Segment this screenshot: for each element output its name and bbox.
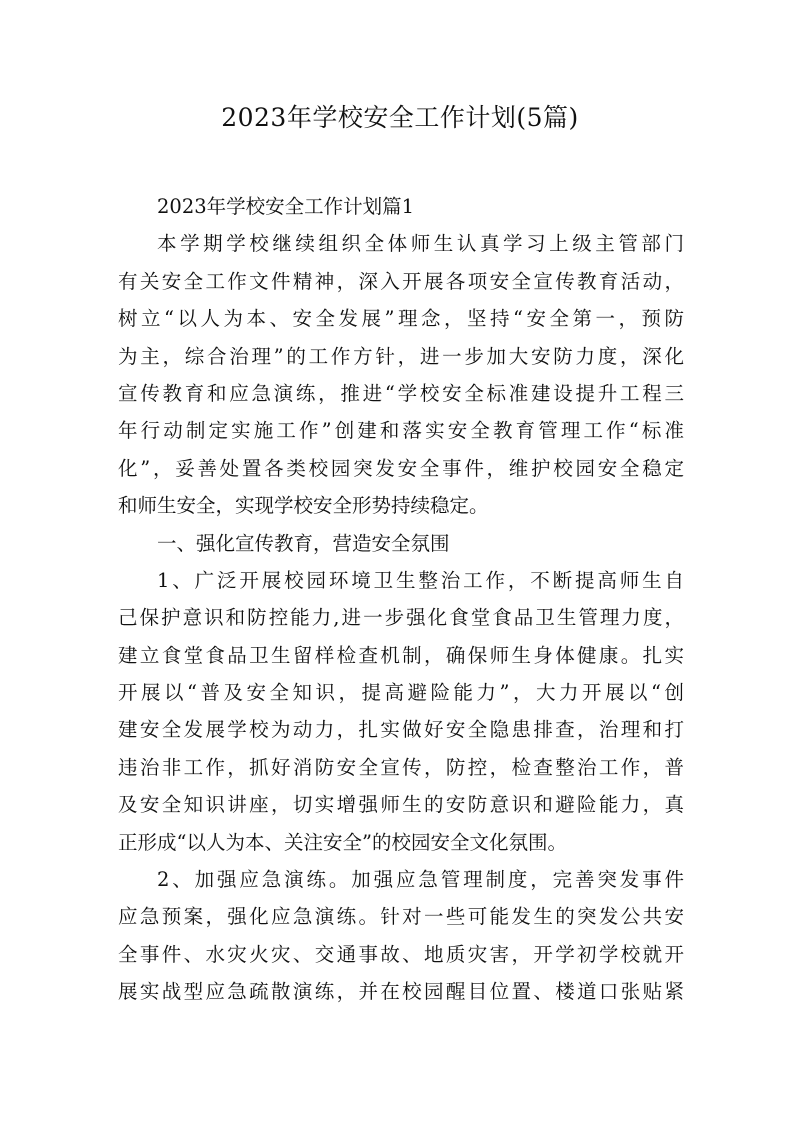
- text-line-content: 展实战型应急疏散演练，并在校园醒目位置、楼道口张贴紧: [118, 980, 684, 1004]
- text-line-content: 和师生安全，实现学校安全形势持续稳定。: [118, 494, 489, 518]
- text-line: [118, 674, 684, 711]
- text-line-content: 有关安全工作文件精神，深入开展各项安全宣传教育活动，: [118, 269, 684, 293]
- text-line-content: 2、加强应急演练。加强应急管理制度，完善突发事件: [157, 868, 684, 892]
- text-line: [118, 338, 684, 375]
- text-line-content: 树立“以人为本、安全发展”理念，坚持“安全第一，预防: [118, 307, 684, 331]
- text-line: [118, 786, 684, 823]
- text-line-content: 全事件、水灾火灾、交通事故、地质灾害，开学初学校就开: [118, 942, 684, 966]
- text-line: [118, 861, 684, 898]
- text-line: [118, 487, 684, 524]
- text-line: [118, 300, 684, 337]
- text-line-content: 己保护意识和防控能力,进一步强化食堂食品卫生管理力度，: [118, 606, 684, 630]
- text-line-content: 违治非工作，抓好消防安全宣传，防控，检查整治工作，普: [118, 755, 684, 779]
- document-title: 2023年学校安全工作计划(5篇): [221, 103, 579, 132]
- text-line: [118, 525, 684, 562]
- text-line-content: 一、强化宣传教育，营造安全氛围: [157, 531, 450, 555]
- text-line: [118, 936, 684, 973]
- text-line-content: 应急预案，强化应急演练。针对一些可能发生的突发公共安: [118, 905, 684, 929]
- text-line-content: 正形成“以人为本、关注安全”的校园安全文化氛围。: [118, 830, 567, 854]
- text-line-content: 1、广泛开展校园环境卫生整治工作，不断提高师生自: [157, 568, 684, 592]
- text-line: [118, 263, 684, 300]
- text-line-content: 建安全发展学校为动力，扎实做好安全隐患排查，治理和打: [118, 718, 684, 742]
- text-line-content: 宣传教育和应急演练，推进“学校安全标准建设提升工程三: [118, 381, 684, 405]
- text-line: [118, 898, 684, 935]
- text-line: [118, 225, 684, 262]
- text-line-content: 本学期学校继续组织全体师生认真学习上级主管部门: [157, 232, 684, 256]
- text-line-content: 建立食堂食品卫生留样检查机制，确保师生身体健康。扎实: [118, 643, 684, 667]
- text-line-content: 开展以“普及安全知识，提高避险能力”，大力开展以“创: [118, 681, 684, 705]
- text-line: [118, 599, 684, 636]
- text-line-content: 年行动制定实施工作”创建和落实安全教育管理工作“标准: [118, 419, 684, 443]
- text-line-content: 为主，综合治理”的工作方针，进一步加大安防力度，深化: [118, 344, 684, 368]
- text-line: [118, 749, 684, 786]
- text-line: [118, 375, 684, 412]
- text-line: [118, 412, 684, 449]
- text-line: [118, 711, 684, 748]
- text-line-content: 化”，妥善处置各类校园突发安全事件，维护校园安全稳定: [118, 456, 684, 480]
- text-line: [118, 450, 684, 487]
- text-line-content: 2023年学校安全工作计划篇1: [157, 195, 415, 218]
- text-line: [118, 824, 684, 861]
- text-line: [118, 188, 684, 225]
- text-line: [118, 637, 684, 674]
- text-line-content: 及安全知识讲座，切实增强师生的安防意识和避险能力，真: [118, 793, 684, 817]
- document-body: [118, 188, 684, 1011]
- text-line: [118, 562, 684, 599]
- text-line: [118, 973, 684, 1010]
